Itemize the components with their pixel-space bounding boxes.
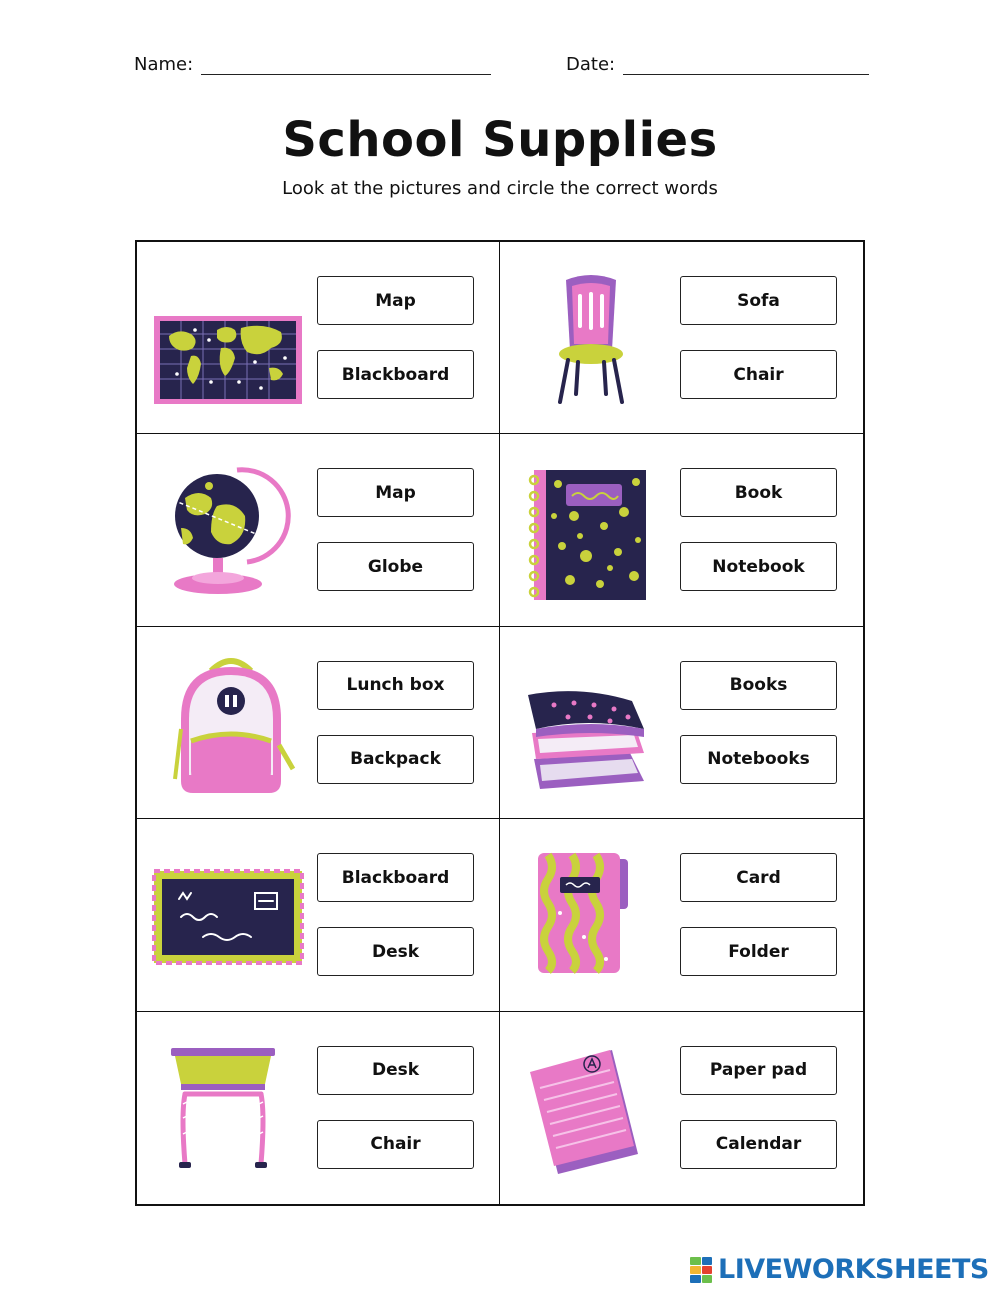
date-label: Date: — [566, 54, 616, 75]
option-button[interactable]: Lunch box — [317, 661, 474, 710]
exercise-cell — [500, 819, 863, 1011]
folder-icon — [514, 841, 668, 991]
logo-mark-icon — [690, 1257, 712, 1283]
exercise-cell — [500, 627, 863, 819]
option-button[interactable]: Chair — [317, 1120, 474, 1169]
notebook-icon — [514, 456, 668, 606]
exercise-cell — [137, 242, 500, 434]
option-button[interactable]: Calendar — [680, 1120, 837, 1169]
blackboard-icon — [151, 841, 305, 991]
name-field[interactable] — [134, 54, 491, 75]
exercise-cell — [137, 434, 500, 626]
exercise-grid — [135, 240, 865, 1206]
date-field[interactable] — [566, 54, 869, 75]
exercise-cell — [137, 1012, 500, 1204]
option-button[interactable]: Folder — [680, 927, 837, 976]
world-map-icon — [151, 264, 305, 414]
exercise-cell — [500, 242, 863, 434]
option-button[interactable]: Notebook — [680, 542, 837, 591]
option-button[interactable]: Sofa — [680, 276, 837, 325]
option-button[interactable]: Map — [317, 468, 474, 517]
option-button[interactable]: Book — [680, 468, 837, 517]
option-button[interactable]: Chair — [680, 350, 837, 399]
date-line[interactable] — [623, 54, 869, 75]
exercise-cell — [137, 627, 500, 819]
option-button[interactable]: Backpack — [317, 735, 474, 784]
paper-pad-icon — [514, 1034, 668, 1184]
option-button[interactable]: Blackboard — [317, 853, 474, 902]
name-line[interactable] — [201, 54, 491, 75]
exercise-cell — [500, 1012, 863, 1204]
liveworksheets-logo — [690, 1254, 989, 1285]
page-title: School Supplies — [282, 112, 718, 168]
option-button[interactable]: Map — [317, 276, 474, 325]
name-label: Name: — [134, 54, 194, 75]
option-button[interactable]: Books — [680, 661, 837, 710]
desk-icon — [151, 1034, 305, 1184]
books-stack-icon — [514, 649, 668, 799]
option-button[interactable]: Desk — [317, 927, 474, 976]
option-button[interactable]: Globe — [317, 542, 474, 591]
backpack-icon — [151, 649, 305, 799]
exercise-cell — [137, 819, 500, 1011]
exercise-cell — [500, 434, 863, 626]
chair-icon — [514, 264, 668, 414]
option-button[interactable]: Blackboard — [317, 350, 474, 399]
globe-icon — [151, 456, 305, 606]
option-button[interactable]: Paper pad — [680, 1046, 837, 1095]
option-button[interactable]: Desk — [317, 1046, 474, 1095]
option-button[interactable]: Notebooks — [680, 735, 837, 784]
page-subtitle: Look at the pictures and circle the correct words — [282, 178, 718, 199]
option-button[interactable]: Card — [680, 853, 837, 902]
logo-text: LIVEWORKSHEETS — [718, 1254, 989, 1285]
